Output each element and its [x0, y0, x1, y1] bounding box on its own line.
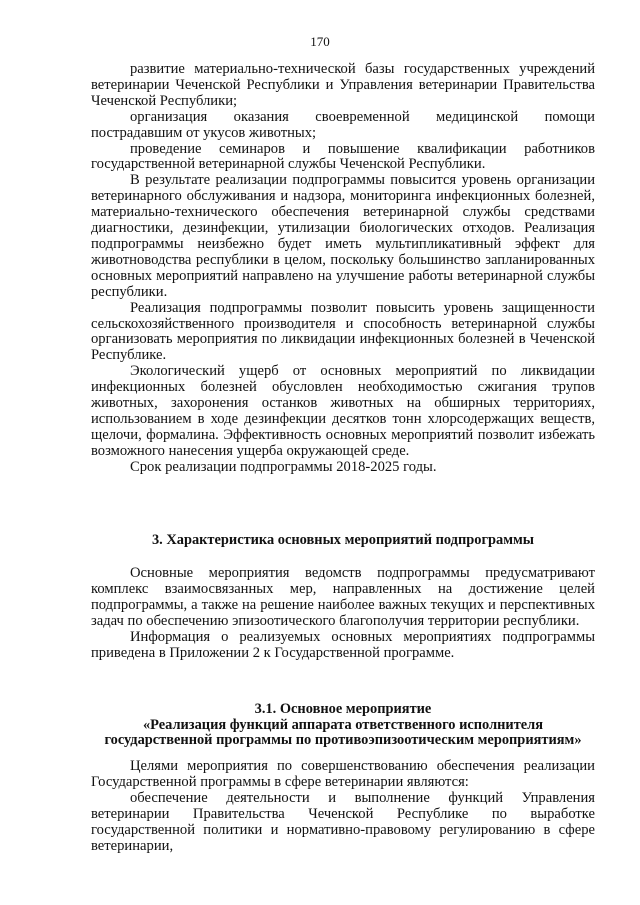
paragraph: Срок реализации подпрограммы 2018-2025 годы. [130, 458, 437, 475]
paragraph: Целями мероприятия по совершенствованию обеспечения реализации Государственной программы в сфере ветеринарии являются: [91, 758, 595, 790]
section-3-1-heading-line2: «Реализация функций аппарата ответственного исполнителя [142, 716, 544, 733]
body-text-block-1 [91, 62, 595, 476]
paragraph: организация оказания своевременной медицинской помощи пострадавшим от укусов животных; [91, 108, 595, 141]
section-3-1-heading-line3: государственной программы по противоэпизоотическим мероприятиям» [104, 732, 582, 749]
section-3-heading: 3. Характеристика основных мероприятий подпрограммы [151, 532, 535, 548]
paragraph: развитие материально-технической базы государственных учреждений ветеринарии Чеченской Республики и Управления ветеринарии Правительства Чеченской Республики; [91, 61, 595, 109]
page-number: 170 [310, 34, 330, 49]
paragraph: В результате реализации подпрограммы повысится уровень организации ветеринарного обслуживания и надзора, мониторинга инфекционных болезней, материально-технического обеспечения ветеринарной службы средствами диагностики, дезинфекции, утилизации биологических отходов. Реализация подпрограммы неизбежно будет иметь мультипликативный эффект для животноводства республики в целом, поскольку большинство запланированных основных мероприятий направлено на улучшение работы ветеринарной службы республики. [91, 172, 595, 300]
paragraph: Экологический ущерб от основных мероприятий по ликвидации инфекционных болезней обусловлен необходимостью сжигания трупов животных, захоронения останков животных на обширных территориях, использованием в ходе дезинфекции десятков тонн хлорсодержащих веществ, щелочи, формалина. Эффективность основных мероприятий позволит избежать возможного нанесения ущерба окружающей среде. [91, 363, 595, 459]
section-3-1-heading [91, 702, 595, 749]
body-text-block-3 [91, 759, 595, 854]
paragraph: проведение семинаров и повышение квалификации работников государственной ветеринарной службы Чеченской Республики. [91, 140, 595, 173]
paragraph: Информация о реализуемых основных мероприятиях подпрограммы приведена в Приложении 2 к Государственной программе. [91, 628, 595, 661]
body-text-block-2 [91, 566, 595, 661]
section-3-1-heading-line1: 3.1. Основное мероприятие [254, 701, 432, 717]
paragraph: обеспечение деятельности и выполнение функций Управления ветеринарии Правительства Чеченской Республике по выработке государственной политики и нормативно-правовому регулированию в сфере ветеринарии, [91, 789, 595, 854]
paragraph: Основные мероприятия ведомств подпрограммы предусматривают комплекс взаимосвязанных мер, направленных на достижение целей подпрограммы, а также на решение наиболее важных текущих и перспективных задач по обеспечению эпизоотического благополучия территории республики. [91, 565, 595, 629]
paragraph: Реализация подпрограммы позволит повысить уровень защищенности сельскохозяйственного производителя и способность ветеринарной службы организовать мероприятия по ликвидации инфекционных болезней в Чеченской Республике. [91, 299, 595, 364]
